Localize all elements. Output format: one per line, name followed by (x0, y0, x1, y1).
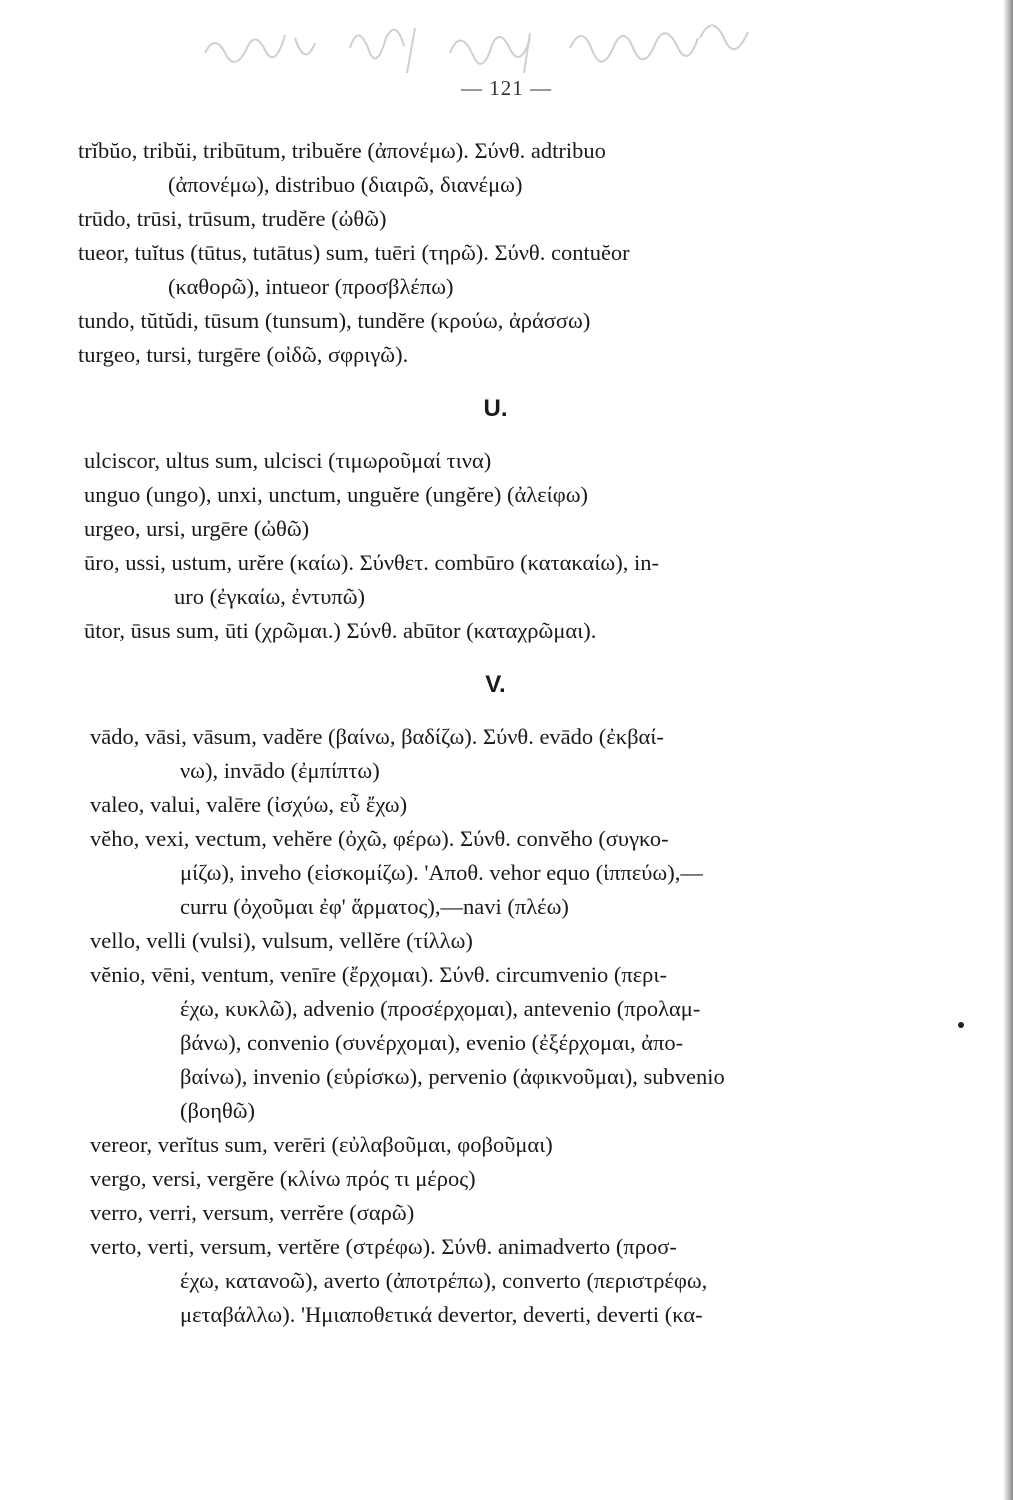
dictionary-entry (78, 338, 913, 372)
dictionary-entry (78, 512, 913, 546)
entry-continuation: uro (ἐγκαίω, ἐντυπῶ) (174, 584, 366, 609)
entry-headline: tundo, tŭtŭdi, tūsum (tunsum), tundĕre (κρούω, ἀράσσω) (78, 308, 591, 333)
dictionary-content (78, 134, 913, 1332)
entry-headline: urgeo, ursi, urgēre (ὠθῶ) (84, 516, 310, 541)
entry-headline: turgeo, tursi, turgēre (οἰδῶ, σφριγῶ). (78, 342, 409, 367)
entry-continuation: βάνω), convenio (συνέρχομαι), evenio (ἐξέρχομαι, ἀπο- (180, 1030, 684, 1055)
dictionary-entry (78, 614, 913, 648)
dictionary-entry (78, 202, 913, 236)
entry-continuation: curru (ὀχοῦμαι ἐφ' ἅρματος),—navi (πλέω) (180, 894, 569, 919)
dictionary-entry (78, 236, 913, 304)
entry-continuation: μεταβάλλω). 'Ημιαποθετικά devertor, deverti, deverti (κα- (180, 1302, 703, 1327)
entry-headline: verto, verti, versum, vertĕre (στρέφω). Σύνθ. animadverto (προσ- (90, 1234, 677, 1259)
section-heading-v: V. (485, 671, 506, 698)
dictionary-entry (78, 546, 913, 614)
dictionary-entry (78, 1230, 913, 1332)
entry-headline: vādo, vāsi, vāsum, vadĕre (βαίνω, βαδίζω). Σύνθ. evādo (ἐκβαί- (90, 724, 664, 749)
page-number: — 121 — (461, 76, 552, 100)
section-heading-u: U. (483, 395, 508, 422)
section-v-entries (78, 720, 913, 1332)
entry-continuation: (βοηθῶ) (180, 1098, 256, 1123)
entry-continuation: βαίνω), invenio (εὑρίσκω), pervenio (ἀφικνοῦμαι), subvenio (180, 1064, 725, 1089)
entry-headline: vereor, verĭtus sum, verēri (εὐλαβοῦμαι, φοβοῦμαι) (90, 1132, 553, 1157)
dictionary-entry (78, 134, 913, 202)
entry-continuation: (ἀπονέμω), distribuo (διαιρῶ, διανέμω) (168, 172, 523, 197)
entry-continuation: (καθορῶ), intueor (προσβλέπω) (168, 274, 454, 299)
margin-dot (958, 1022, 964, 1028)
dictionary-entry (78, 304, 913, 338)
dictionary-entry (78, 1128, 913, 1162)
entry-continuation: έχω, κατανοῶ), averto (ἀποτρέπω), converto (περιστρέφω, (180, 1268, 708, 1293)
dictionary-entry (78, 720, 913, 788)
entry-headline: vello, velli (vulsi), vulsum, vellĕre (τίλλω) (90, 928, 473, 953)
dictionary-entry (78, 1196, 913, 1230)
entry-headline: valeo, valui, valēre (ἰσχύω, εὖ ἔχω) (90, 792, 408, 817)
entry-headline: ūtor, ūsus sum, ūti (χρῶμαι.) Σύνθ. abūtor (καταχρῶμαι). (84, 618, 597, 643)
entry-headline: verro, verri, versum, verrĕre (σαρῶ) (90, 1200, 415, 1225)
page-edge-shadow (1003, 0, 1013, 1500)
dictionary-entry (78, 958, 913, 1128)
dictionary-entry (78, 788, 913, 822)
entry-headline: vĕho, vexi, vectum, vehĕre (ὀχῶ, φέρω). Σύνθ. convĕho (συγκο- (90, 826, 669, 851)
entry-continuation: νω), invādo (ἐμπίπτω) (180, 758, 380, 783)
entry-headline: ūro, ussi, ustum, urĕre (καίω). Σύνθετ. combūro (κατακαίω), in- (84, 550, 659, 575)
dictionary-entry (78, 478, 913, 512)
dictionary-entry (78, 822, 913, 924)
entry-continuation: έχω, κυκλῶ), advenio (προσέρχομαι), antevenio (προλαμ- (180, 996, 701, 1021)
dictionary-entry (78, 444, 913, 478)
dictionary-entry (78, 924, 913, 958)
entry-headline: ulciscor, ultus sum, ulcisci (τιμωροῦμαί τινα) (84, 448, 492, 473)
entry-headline: trĭbŭo, tribŭi, tribūtum, tribuĕre (ἀπονέμω). Σύνθ. adtribuo (78, 138, 606, 163)
entry-headline: vĕnio, vēni, ventum, venīre (ἔρχομαι). Σύνθ. circumvenio (περι- (90, 962, 667, 987)
entry-continuation: μίζω), inveho (εἰσκομίζω). 'Αποθ. vehor equo (ἱππεύω),— (180, 860, 703, 885)
entry-headline: unguo (ungo), unxi, unctum, unguĕre (ungĕre) (ἀλείφω) (84, 482, 588, 507)
entry-headline: trūdo, trūsi, trūsum, trudĕre (ὠθῶ) (78, 206, 387, 231)
entry-headline: vergo, versi, vergĕre (κλίνω πρός τι μέρος) (90, 1166, 476, 1191)
dictionary-entry (78, 1162, 913, 1196)
section-t-entries (78, 134, 913, 372)
entry-headline: tueor, tuĭtus (tūtus, tutātus) sum, tuēri (τηρῶ). Σύνθ. contuĕor (78, 240, 630, 265)
section-u-entries (78, 444, 913, 648)
